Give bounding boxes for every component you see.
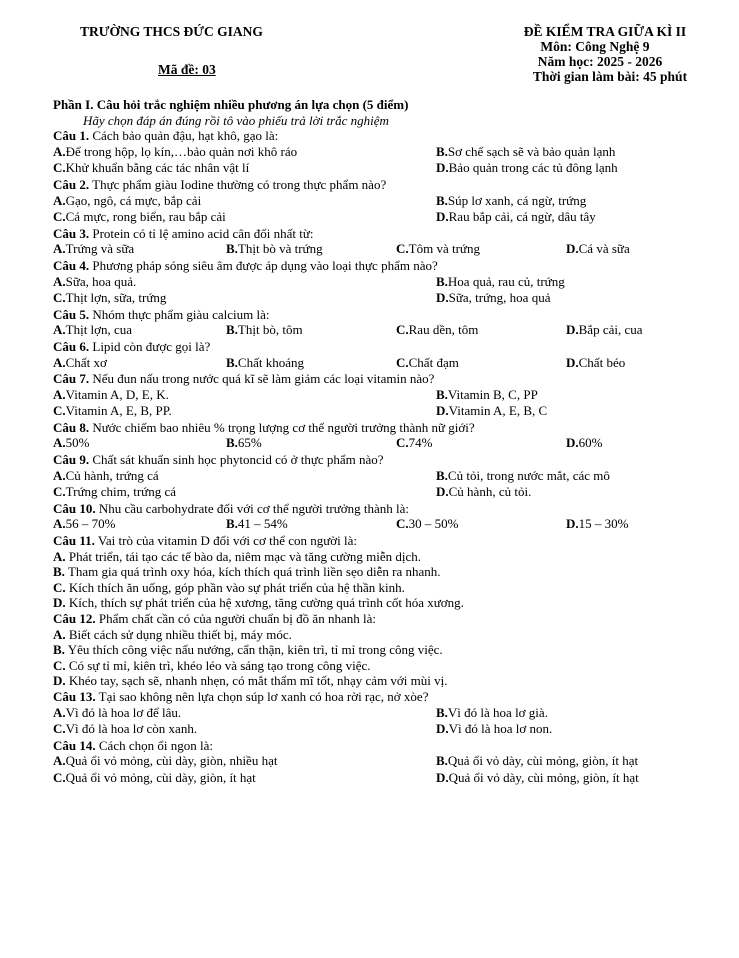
answer-row	[53, 322, 733, 339]
question-text: Nếu đun nấu trong nước quá kĩ sẽ làm giảm các loại vitamin nào?	[92, 371, 435, 387]
option-label: A.	[53, 143, 66, 159]
answer-row	[53, 770, 733, 787]
answer-option	[436, 467, 610, 484]
question-text: Lipid còn được gọi là?	[92, 338, 211, 354]
question-stem	[53, 611, 733, 627]
question-number: Câu 1.	[53, 128, 90, 144]
answer-option	[396, 354, 459, 371]
option-label: A.	[53, 753, 66, 769]
answer-option	[53, 273, 137, 290]
answer-option	[53, 143, 298, 160]
answer-row	[53, 274, 733, 291]
option-text: Củ tỏi, trong nước mắt, các mô	[447, 467, 610, 483]
option-label: C.	[396, 516, 409, 532]
option-label: A.	[53, 322, 66, 338]
answer-row	[53, 209, 733, 226]
answer-row	[53, 564, 733, 580]
option-text: Khử khuẩn bằng các tác nhân vật lí	[65, 160, 250, 176]
option-label: B.	[436, 753, 448, 769]
question-number: Câu 12.	[53, 611, 96, 626]
option-text: Thịt bò, tôm	[237, 322, 303, 338]
option-text: Chất đạm	[408, 354, 459, 370]
question-number: Câu 9.	[53, 452, 90, 468]
answer-option	[396, 516, 459, 532]
answer-row	[53, 241, 733, 258]
option-label: D.	[436, 484, 449, 500]
answer-row	[53, 627, 733, 643]
answer-option	[436, 273, 565, 290]
option-text: Vì đó là hoa lơ già.	[447, 704, 548, 720]
answer-row	[53, 595, 733, 611]
answer-option	[436, 704, 548, 721]
option-text: Thịt lợn, cua	[65, 322, 133, 338]
option-label: A.	[53, 626, 66, 642]
answer-row	[53, 387, 733, 404]
answer-row	[53, 160, 733, 177]
question-stem	[53, 307, 733, 323]
option-label: D.	[436, 209, 449, 225]
question-text: Cách chọn ổi ngon là:	[98, 737, 213, 753]
option-label: B.	[226, 354, 238, 370]
answer-option	[436, 403, 548, 419]
question-text: Phẩm chất cần có của người chuẩn bị đồ ăn nhanh là:	[98, 611, 376, 626]
answer-option	[566, 354, 626, 371]
answer-option	[226, 435, 262, 451]
option-text: 74%	[408, 435, 433, 451]
question-stem	[53, 258, 733, 274]
answer-row	[53, 484, 733, 501]
question-number: Câu 5.	[53, 306, 90, 322]
answer-option	[436, 753, 639, 769]
answer-option	[436, 192, 587, 209]
part-instruction: Hãy chọn đáp án đúng rồi tô vào phiếu trả lời trắc nghiệm	[83, 112, 389, 128]
option-text: Sơ chế sạch sẽ và bảo quản lạnh	[447, 143, 616, 159]
answer-option	[53, 673, 448, 688]
answer-row	[53, 144, 733, 161]
answer-option	[436, 143, 616, 160]
option-label: D.	[53, 673, 66, 689]
answer-option	[226, 241, 323, 257]
option-label: C.	[53, 484, 66, 500]
answer-option	[53, 403, 172, 419]
answer-row	[53, 468, 733, 485]
question-text: Chất sát khuẩn sinh học phytoncid có ở thực phẩm nào?	[92, 452, 384, 468]
option-text: Để trong hộp, lọ kín,…bảo quản nơi khô ráo	[65, 143, 298, 159]
answer-row	[53, 355, 733, 372]
option-text: Sữa, hoa quả.	[65, 273, 137, 289]
option-label: B.	[436, 467, 448, 483]
option-text: 56 – 70%	[65, 516, 116, 532]
option-text: Chất khoáng	[237, 354, 304, 370]
option-text: Vitamin A, E, B, C	[448, 403, 548, 419]
option-label: A.	[53, 386, 66, 402]
option-label: C.	[53, 160, 66, 176]
answer-option	[53, 549, 421, 564]
answer-option	[53, 564, 441, 579]
option-text: Gạo, ngô, cá mực, bắp cải	[65, 192, 202, 208]
answer-row	[53, 673, 733, 689]
option-text: Tham gia quá trình oxy hóa, kích thích quá trình liền sẹo diễn ra nhanh.	[67, 564, 441, 580]
question-text: Phương pháp sóng siêu âm được áp dụng vào loại thực phẩm nào?	[92, 257, 438, 273]
option-label: C.	[396, 322, 409, 338]
question-text: Thực phẩm giàu Iodine thường có trong thực phẩm nào?	[92, 176, 387, 192]
question-stem	[53, 177, 733, 193]
option-label: B.	[436, 143, 448, 159]
answer-row	[53, 721, 733, 738]
question-text: Vai trò của vitamin D đối với cơ thể con người là:	[97, 533, 358, 549]
option-text: 50%	[65, 435, 90, 451]
option-label: B.	[436, 192, 448, 208]
option-text: Cá mực, rong biển, rau bắp cải	[65, 209, 226, 225]
option-text: Trứng chim, trứng cá	[65, 484, 177, 500]
answer-row	[53, 516, 733, 533]
answer-row	[53, 435, 733, 452]
question-number: Câu 13.	[53, 688, 96, 704]
answer-option	[226, 354, 304, 371]
answer-row	[53, 549, 733, 565]
option-text: Hoa quả, rau củ, trứng	[447, 273, 565, 289]
question-stem	[53, 452, 733, 468]
option-text: Bắp cải, cua	[578, 322, 643, 338]
answer-option	[566, 516, 629, 532]
option-text: Thịt bò và trứng	[237, 241, 323, 257]
answer-option	[396, 322, 479, 338]
option-text: Biết cách sử dụng nhiều thiết bị, máy móc.	[68, 626, 292, 642]
answer-option	[396, 435, 433, 451]
option-text: Chất béo	[578, 354, 626, 370]
question-stem	[53, 689, 733, 705]
answer-row	[53, 290, 733, 307]
option-text: Quả ổi vỏ dày, cùi mỏng, giòn, ít hạt	[448, 769, 639, 785]
option-text: Vitamin A, E, B, PP.	[65, 403, 172, 419]
answer-option	[436, 160, 618, 176]
part-title: Phần I. Câu hỏi trắc nghiệm nhiều phương án lựa chọn (5 điểm)	[53, 97, 409, 112]
exam-duration: Thời gian làm bài: 45 phút	[532, 69, 688, 84]
option-label: C.	[53, 209, 66, 225]
question-text: Tại sao không nên lựa chọn súp lơ xanh có hoa rời rạc, nở xòe?	[98, 688, 429, 704]
answer-row	[53, 658, 733, 674]
exam-content	[53, 97, 733, 787]
option-text: Trứng và sữa	[65, 241, 135, 257]
answer-row	[53, 580, 733, 596]
answer-option	[226, 322, 303, 338]
question-stem	[53, 738, 733, 754]
answer-row	[53, 753, 733, 770]
option-text: Kích, thích sự phát triển của hệ xương, tăng cường quá trình cốt hóa xương.	[68, 595, 464, 611]
option-label: A.	[53, 192, 66, 208]
answer-option	[53, 595, 464, 610]
answer-option	[53, 160, 250, 176]
school-name: TRƯỜNG THCS ĐỨC GIANG	[80, 24, 263, 39]
answer-option	[53, 704, 182, 721]
option-text: Vì đó là hoa lơ non.	[448, 721, 553, 737]
option-label: A.	[53, 548, 66, 564]
answer-option	[436, 290, 551, 306]
question-number: Câu 7.	[53, 371, 90, 387]
option-text: Củ hành, trứng cá	[65, 467, 159, 483]
option-label: D.	[436, 721, 449, 737]
answer-option	[566, 322, 643, 338]
answer-row	[53, 193, 733, 210]
answer-option	[53, 580, 405, 595]
answer-option	[436, 721, 553, 737]
option-label: D.	[436, 769, 449, 785]
option-text: Yêu thích công việc nấu nướng, cẩn thận, kiên trì, tỉ mỉ trong công việc.	[67, 642, 443, 658]
option-text: 41 – 54%	[237, 516, 288, 532]
answer-option	[436, 386, 538, 403]
option-text: 60%	[578, 435, 603, 451]
answer-option	[53, 209, 226, 225]
option-text: 15 – 30%	[578, 516, 629, 532]
option-label: A.	[53, 467, 66, 483]
exam-code: Mã đề: 03	[158, 62, 216, 77]
answer-option	[53, 484, 177, 500]
option-label: A.	[53, 354, 66, 370]
question-stem	[53, 501, 733, 517]
school-year: Năm học: 2025 - 2026	[537, 54, 663, 69]
option-label: C.	[396, 435, 409, 451]
answer-option	[53, 753, 278, 769]
option-label: B.	[226, 516, 238, 532]
question-text: Nhu cầu carbohydrate đối với cơ thể người trưởng thành là:	[98, 500, 410, 516]
answer-row	[53, 705, 733, 722]
answer-row	[53, 642, 733, 658]
option-text: Tôm và trứng	[408, 241, 480, 257]
question-text: Cách bảo quản đậu, hạt khô, gạo là:	[92, 128, 279, 144]
option-text: Rau bắp cải, cá ngừ, dâu tây	[448, 209, 596, 225]
option-label: D.	[566, 354, 579, 370]
option-label: D.	[436, 160, 449, 176]
option-label: B.	[53, 642, 65, 658]
option-text: Kích thích ăn uống, góp phần vào sự phát triển của hệ thần kinh.	[68, 579, 405, 595]
option-label: A.	[53, 516, 66, 532]
answer-option	[53, 769, 256, 786]
question-text: Nhóm thực phẩm giàu calcium là:	[92, 306, 270, 322]
answer-option	[53, 516, 116, 532]
option-label: D.	[566, 241, 579, 257]
option-text: Vitamin B, C, PP	[447, 386, 538, 402]
question-number: Câu 11.	[53, 533, 95, 549]
answer-option	[436, 769, 639, 786]
option-label: B.	[226, 322, 238, 338]
question-stem	[53, 339, 733, 355]
question-text: Protein có tỉ lệ amino acid cân đối nhất từ:	[92, 225, 314, 241]
option-label: B.	[436, 704, 448, 720]
option-text: Cá và sữa	[578, 241, 630, 257]
option-text: Sữa, trứng, hoa quả	[448, 290, 551, 306]
question-stem	[53, 420, 733, 436]
option-label: C.	[53, 290, 66, 306]
option-label: A.	[53, 241, 66, 257]
option-label: D.	[436, 403, 449, 419]
question-number: Câu 3.	[53, 225, 90, 241]
answer-option	[566, 241, 630, 257]
question-number: Câu 10.	[53, 500, 96, 516]
question-number: Câu 2.	[53, 176, 90, 192]
answer-option	[566, 435, 603, 451]
question-text: Nước chiếm bao nhiêu % trọng lượng cơ thể người trưởng thành nữ giới?	[92, 419, 475, 435]
option-text: Quả ổi vỏ dày, cùi mỏng, giòn, ít hạt	[447, 753, 639, 769]
answer-option	[53, 658, 371, 673]
option-label: D.	[436, 290, 449, 306]
option-text: 30 – 50%	[408, 516, 459, 532]
option-label: C.	[53, 403, 66, 419]
exam-info-block	[450, 24, 739, 84]
question-number: Câu 6.	[53, 338, 90, 354]
option-label: D.	[53, 595, 66, 611]
question-number: Câu 8.	[53, 419, 90, 435]
option-label: B.	[53, 564, 65, 580]
option-label: A.	[53, 704, 66, 720]
option-text: Phát triển, tái tạo các tế bào da, niêm mạc và tăng cường miễn dịch.	[68, 548, 422, 564]
answer-row	[53, 403, 733, 420]
answer-option	[53, 322, 133, 338]
option-label: A.	[53, 273, 66, 289]
option-text: Vitamin A, D, E, K.	[65, 386, 169, 402]
option-label: B.	[226, 435, 238, 451]
option-text: Vì đó là hoa lơ còn xanh.	[65, 721, 198, 737]
answer-option	[53, 354, 107, 371]
option-text: Rau dền, tôm	[408, 322, 479, 338]
answer-option	[53, 467, 159, 484]
answer-option	[53, 241, 135, 257]
answer-option	[53, 386, 169, 403]
exam-title: ĐỀ KIỂM TRA GIỮA KÌ II	[523, 24, 687, 39]
option-label: D.	[566, 322, 579, 338]
answer-option	[53, 627, 292, 642]
option-label: B.	[436, 273, 448, 289]
answer-option	[396, 241, 480, 257]
option-label: B.	[436, 386, 448, 402]
option-text: Súp lơ xanh, cá ngừ, trứng	[447, 192, 587, 208]
option-label: C.	[53, 657, 66, 673]
exam-subject: Môn: Công Nghệ 9	[540, 39, 650, 54]
option-text: Chất xơ	[65, 354, 107, 370]
option-label: C.	[53, 721, 66, 737]
option-text: Vì đó là hoa lơ để lâu.	[65, 704, 182, 720]
option-label: D.	[566, 435, 579, 451]
question-number: Câu 14.	[53, 737, 96, 753]
option-label: D.	[566, 516, 579, 532]
question-list	[53, 128, 733, 786]
question-stem	[53, 533, 733, 549]
option-label: C.	[53, 579, 66, 595]
option-label: C.	[396, 241, 409, 257]
option-text: Thịt lợn, sữa, trứng	[65, 290, 167, 306]
option-text: Khéo tay, sạch sẽ, nhanh nhẹn, có mắt thẩm mĩ tốt, nhạy cảm với mùi vị.	[68, 673, 448, 689]
option-text: Quả ổi vỏ mỏng, cùi dày, giòn, ít hạt	[65, 769, 256, 785]
option-label: A.	[53, 435, 66, 451]
question-stem	[53, 128, 733, 144]
answer-option	[53, 290, 167, 306]
option-text: Bảo quản trong các tủ đông lạnh	[448, 160, 618, 176]
answer-option	[226, 516, 288, 532]
option-label: C.	[53, 769, 66, 785]
question-number: Câu 4.	[53, 257, 90, 273]
answer-option	[53, 435, 90, 451]
option-label: C.	[396, 354, 409, 370]
question-stem	[53, 226, 733, 242]
question-stem	[53, 371, 733, 387]
answer-option	[53, 721, 198, 737]
answer-option	[53, 642, 443, 657]
answer-option	[53, 192, 202, 209]
option-label: B.	[226, 241, 238, 257]
answer-option	[436, 484, 532, 500]
option-text: Quả ổi vỏ mỏng, cùi dày, giòn, nhiều hạt	[65, 753, 278, 769]
option-text: Củ hành, củ tỏi.	[448, 484, 532, 500]
option-text: Có sự tỉ mỉ, kiên trì, khéo léo và sáng tạo trong công việc.	[68, 657, 371, 673]
answer-option	[436, 209, 596, 225]
option-text: 65%	[237, 435, 262, 451]
